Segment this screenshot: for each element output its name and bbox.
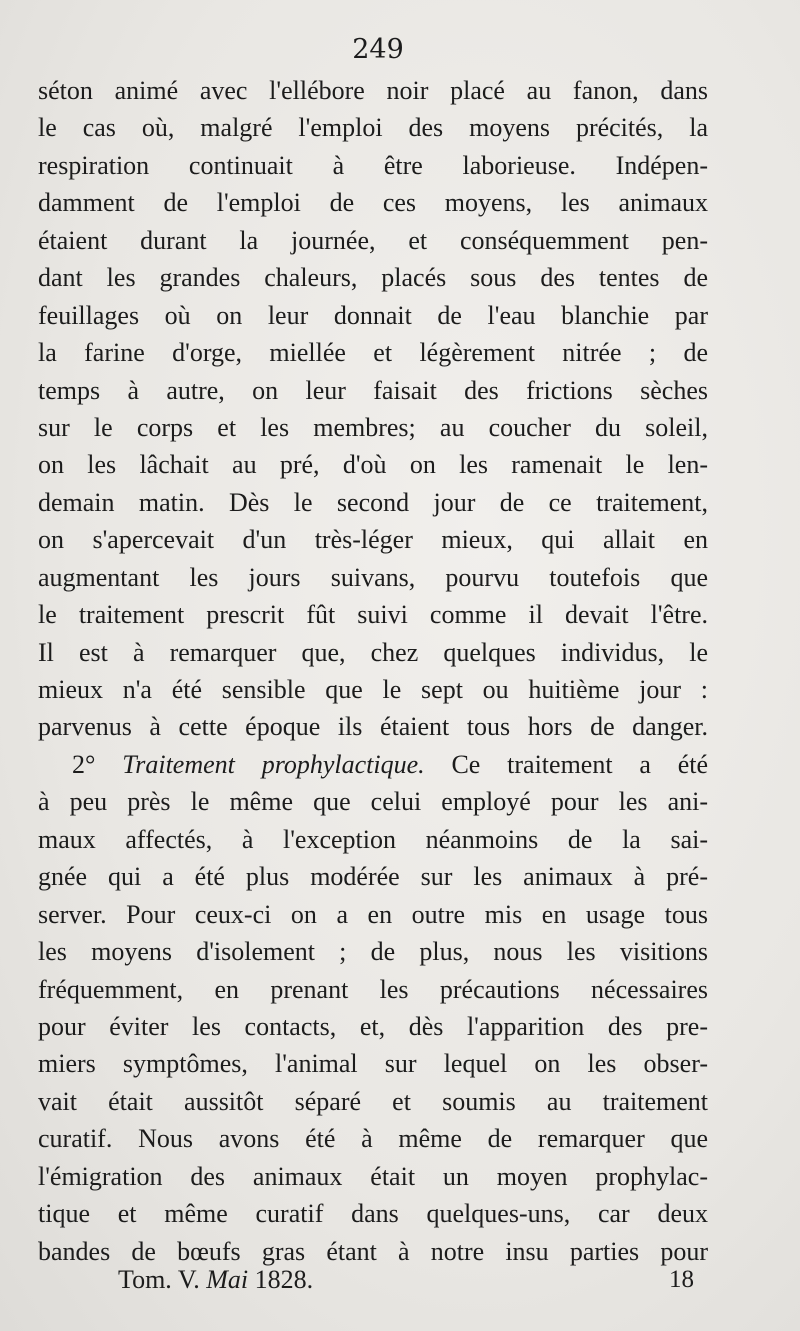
section-first-line-rest: Ce traitement a été: [451, 749, 708, 779]
text-line: parvenus à cette époque ils étaient tous hors de danger.: [38, 712, 708, 742]
signature-mark: 18: [669, 1266, 694, 1293]
text-line: on les lâchait au pré, d'où on les ramenait le len-: [38, 450, 708, 480]
text-line: maux affectés, à l'exception néanmoins de la sai-: [38, 824, 708, 854]
text-line: l'émigration des animaux était un moyen prophylac-: [38, 1161, 708, 1191]
text-line: vait était aussitôt séparé et soumis au traitement: [38, 1086, 708, 1116]
footer-year: 1828.: [254, 1265, 314, 1294]
text-line: feuillages où on leur donnait de l'eau blanchie par: [38, 300, 708, 330]
text-line: fréquemment, en prenant les précautions nécessaires: [38, 974, 708, 1004]
text-line: étaient durant la journée, et conséquemment pen-: [38, 225, 708, 255]
text-line: damment de l'emploi de ces moyens, les animaux: [38, 188, 708, 218]
text-line: demain matin. Dès le second jour de ce traitement,: [38, 487, 708, 517]
text-line: bandes de bœufs gras étant à notre insu parties pour: [38, 1236, 708, 1266]
text-line: le cas où, malgré l'emploi des moyens précités, la: [38, 113, 708, 143]
text-line: augmentant les jours suivans, pourvu toutefois que: [38, 562, 708, 592]
footer-month: Mai: [206, 1265, 249, 1294]
text-line: dant les grandes chaleurs, placés sous des tentes de: [38, 263, 708, 293]
text-line: les moyens d'isolement ; de plus, nous les visitions: [38, 937, 708, 967]
section-heading: Traitement prophylactique.: [122, 749, 425, 779]
text-line: Il est à remarquer que, chez quelques individus, le: [38, 637, 708, 667]
text-line: server. Pour ceux-ci on a en outre mis en usage tous: [38, 899, 708, 929]
text-line: le traitement prescrit fût suivi comme il devait l'être.: [38, 600, 708, 630]
page-number: 249: [352, 34, 404, 65]
text-line: curatif. Nous avons été à même de remarquer que: [38, 1124, 708, 1154]
text-line: respiration continuait à être laborieuse. Indépen-: [38, 150, 708, 180]
text-line: à peu près le même que celui employé pour les ani-: [38, 787, 708, 817]
text-line: tique et même curatif dans quelques-uns, car deux: [38, 1199, 708, 1229]
text-line: la farine d'orge, miellée et légèrement nitrée ; de: [38, 338, 708, 368]
footer-volume-date: [118, 1262, 313, 1298]
section-heading-line: [38, 746, 708, 783]
page-footer: [118, 1262, 696, 1298]
text-line: on s'apercevait d'un très-léger mieux, qui allait en: [38, 525, 708, 555]
text-line: séton animé avec l'ellébore noir placé au fanon, dans: [38, 76, 708, 105]
text-line: temps à autre, on leur faisait des frictions sèches: [38, 375, 708, 405]
text-line: pour éviter les contacts, et, dès l'apparition des pre-: [38, 1011, 708, 1041]
text-line: gnée qui a été plus modérée sur les animaux à pré-: [38, 862, 708, 892]
text-line: miers symptômes, l'animal sur lequel on les obser-: [38, 1049, 708, 1079]
footer-volume: Tom. V.: [118, 1265, 200, 1294]
text-line: sur le corps et les membres; au coucher du soleil,: [38, 412, 708, 442]
body-text: [38, 72, 708, 1270]
text-line: mieux n'a été sensible que le sept ou huitième jour :: [38, 675, 708, 704]
section-number: 2°: [72, 749, 96, 779]
